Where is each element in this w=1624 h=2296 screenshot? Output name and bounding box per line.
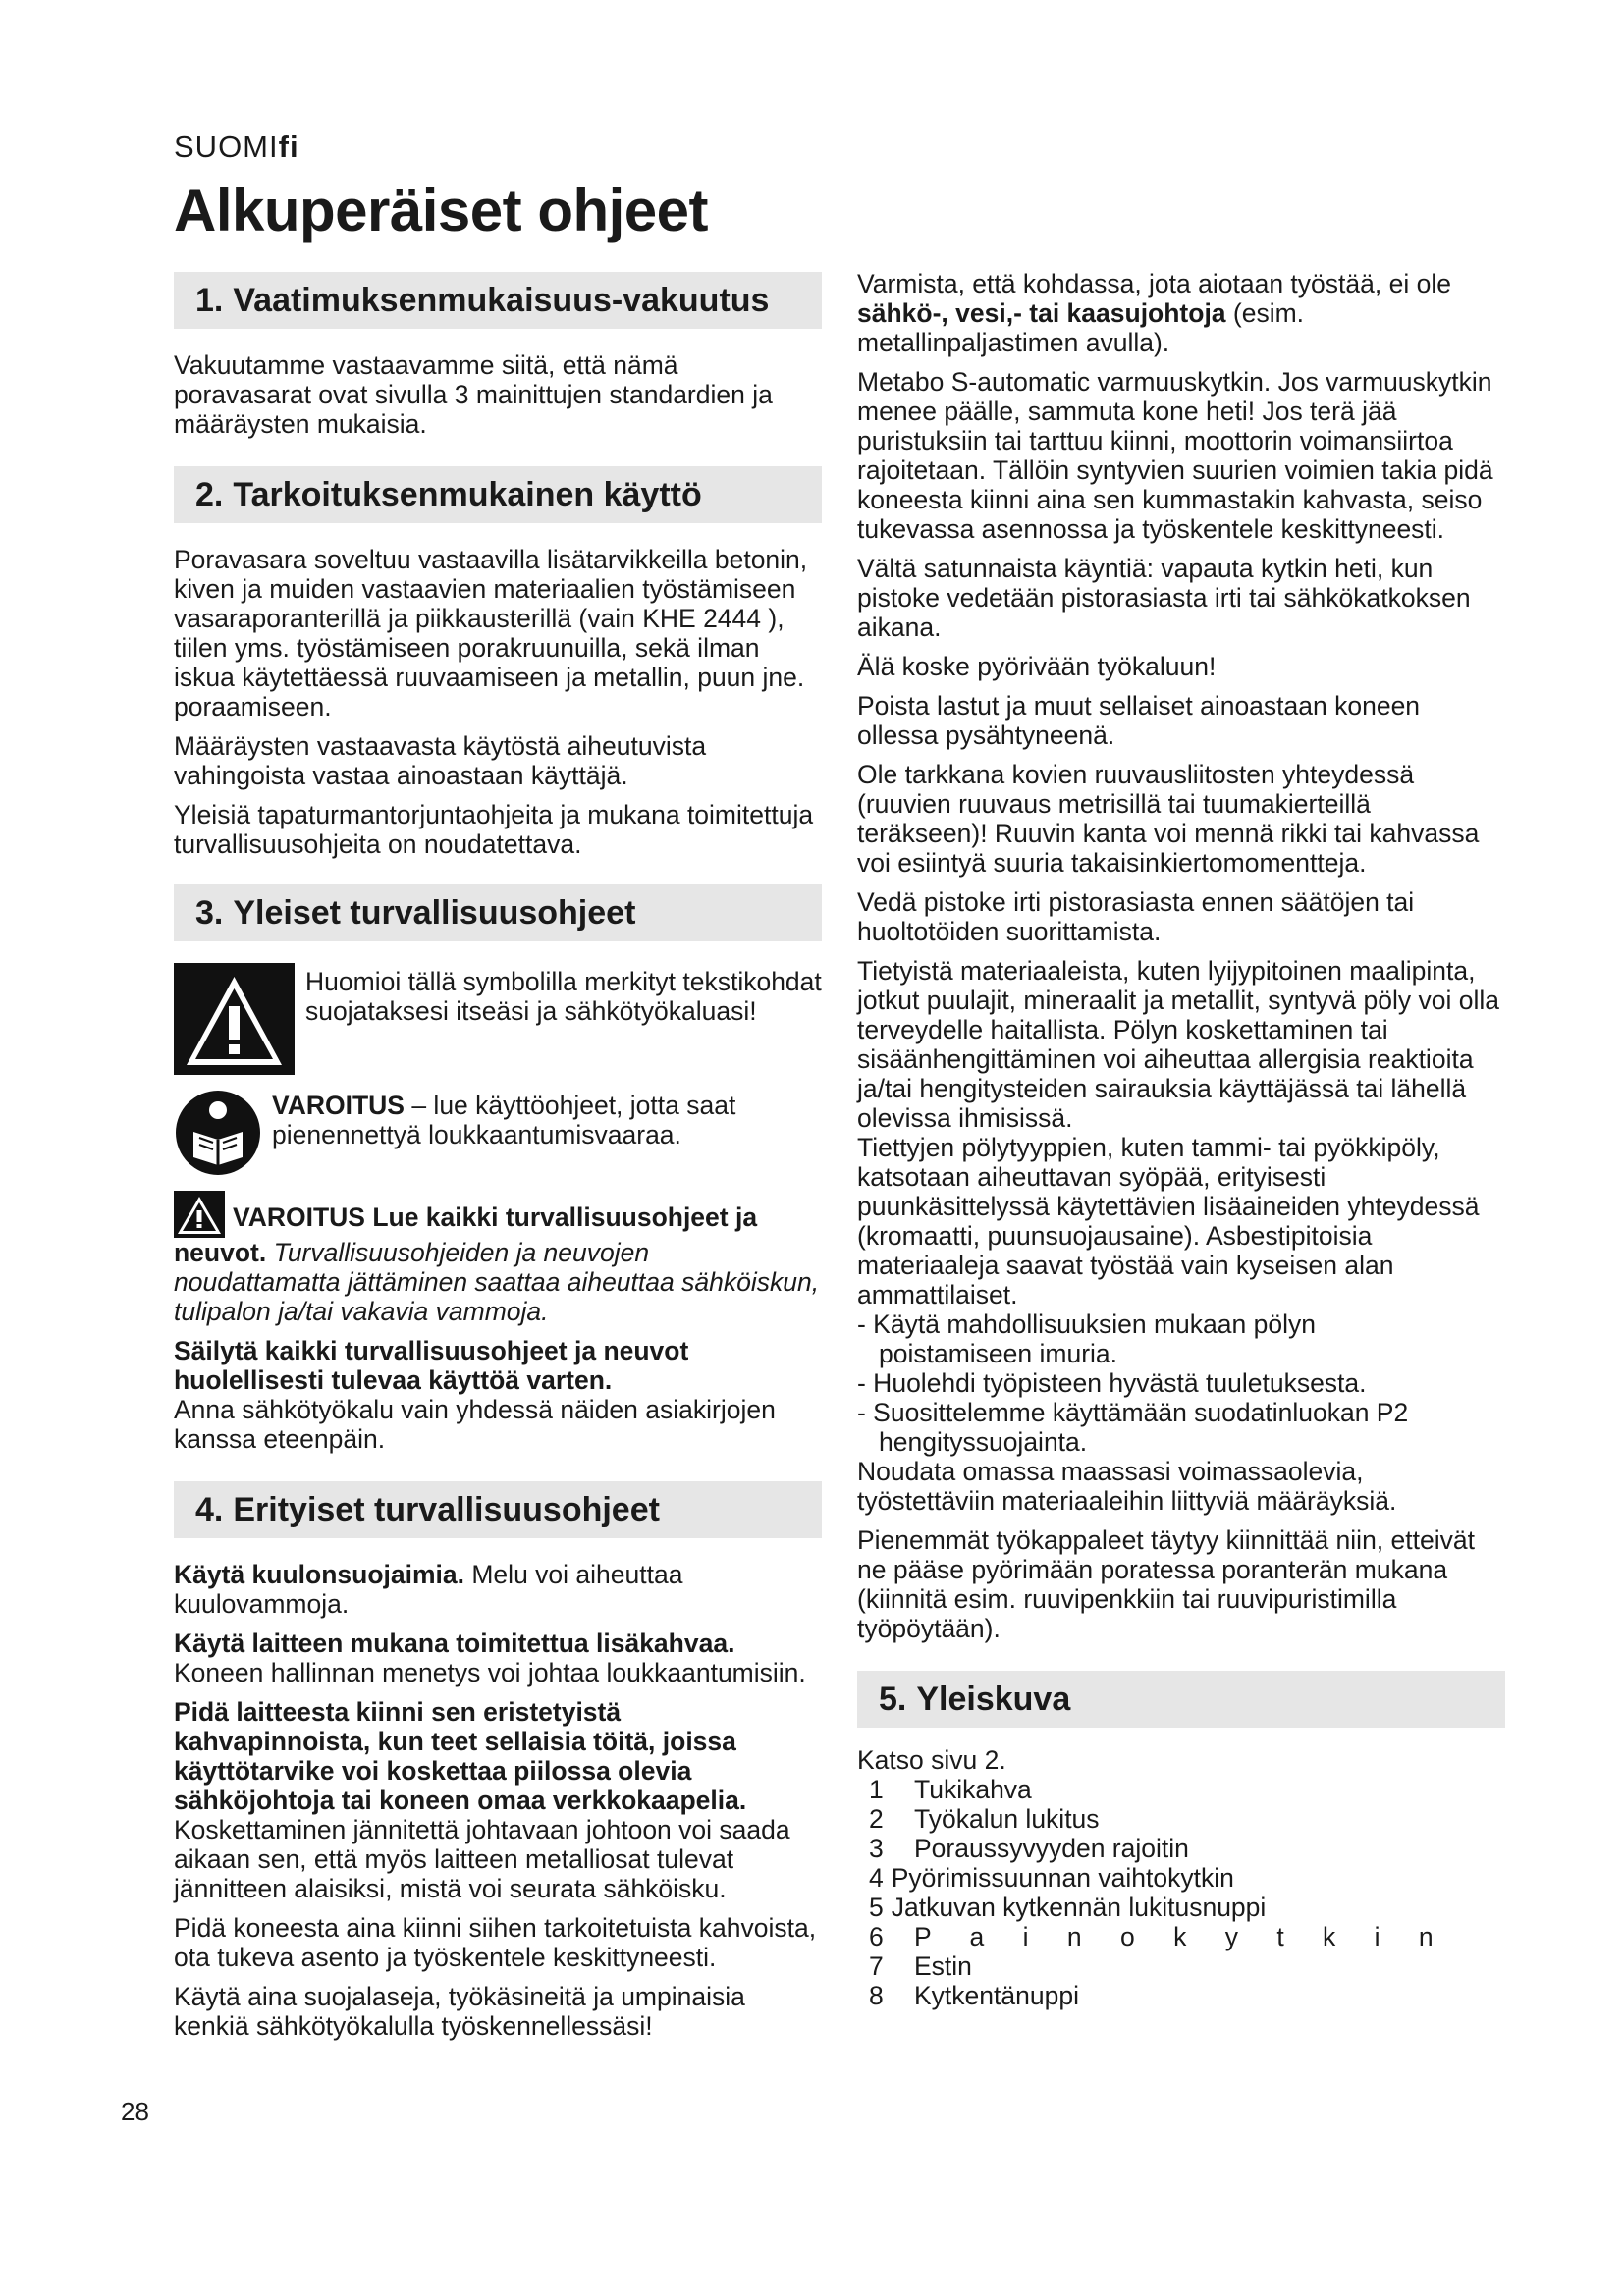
overview-intro: Katso sivu 2. bbox=[857, 1745, 1006, 1775]
section-title: Tarkoituksenmukainen käyttö bbox=[233, 476, 702, 513]
list-item: 4 Pyörimissuunnan vaihtokytkin bbox=[869, 1863, 1234, 1893]
section-title: Yleiset turvallisuusohjeet bbox=[233, 894, 636, 932]
paragraph: Poravasara soveltuu vastaavilla lisätarvikkeilla betonin, kiven ja muiden vastaavien materiaalien työstämiseen vasaraporanterillä ja piikkausterillä (vain KHE 2444 ), tiilen yms. työstämiseen porakruunuilla, sekä ilman iskua käytettäessä ruuvaamiseen ja metallin, puun jne. poraamiseen. bbox=[174, 545, 808, 721]
paragraph: Vältä satunnaista käyntiä: vapauta kytkin heti, kun pistoke vedetään pistorasiasta irti tai sähkökatkoksen aikana. bbox=[857, 554, 1471, 642]
read-manual-text: VAROITUS – lue käyttöohjeet, jotta saat pienennettyä loukkaantumisvaaraa. bbox=[272, 1091, 736, 1149]
dash-item: - Suosittelemme käyttämään suodatinluokan P2 bbox=[857, 1398, 1409, 1427]
paragraph: Yleisiä tapaturmantorjuntaohjeita ja mukana toimitettuja turvallisuusohjeita on noudatettava. bbox=[174, 800, 814, 859]
paragraph: Ole tarkkana kovien ruuvausliitosten yhteydessä (ruuvien ruuvaus metrisillä tai tuumakierteillä teräkseen)! Ruuvin kanta voi mennä rikki tai kahvassa voi esiintyä suuria takaisinkiertomomentteja. bbox=[857, 760, 1480, 878]
section-1-heading bbox=[174, 272, 822, 329]
paragraph: Käytä aina suojalaseja, työkäsineitä ja umpinaisia kenkiä sähkötyökalulla työskennellessäsi! bbox=[174, 1982, 745, 2041]
section-title: Vaatimuksenmukaisuus-vakuutus bbox=[233, 282, 770, 319]
overview-list bbox=[857, 1775, 1505, 2010]
paragraph: Käytä laitteen mukana toimitettua lisäkahvaa. Koneen hallinnan menetys voi johtaa loukkaantumisiin. bbox=[174, 1629, 806, 1687]
dash-item: - Käytä mahdollisuuksien mukaan pölyn bbox=[857, 1309, 1316, 1339]
section-2-heading bbox=[174, 466, 822, 523]
paragraph: Varmista, että kohdassa, jota aiotaan työstää, ei ole sähkö-, vesi,- tai kaasujohtoja (esim. metallinpaljastimen avulla). bbox=[857, 269, 1451, 357]
dash-item: - Huolehdi työpisteen hyvästä tuuletuksesta. bbox=[857, 1368, 1367, 1398]
section-4-heading bbox=[174, 1481, 822, 1538]
paragraph: Anna sähkötyökalu vain yhdessä näiden asiakirjojen kanssa eteenpäin. bbox=[174, 1395, 776, 1454]
list-item: 8 Kytkentänuppi bbox=[869, 1981, 1079, 2010]
symbol-note-text: Huomioi tällä symbolilla merkityt tekstikohdat suojataksesi itseäsi ja sähkötyökaluasi! bbox=[305, 967, 822, 1026]
paragraph: Poista lastut ja muut sellaiset ainoastaan koneen ollessa pysähtyneenä. bbox=[857, 691, 1421, 750]
paragraph: Noudata omassa maassasi voimassaolevia, työstettäviin materiaaleihin liittyviä määräyksiä. bbox=[857, 1457, 1397, 1516]
list-item: 6 P a i n o k y t k i n bbox=[869, 1922, 1434, 1951]
warning-triangle-icon bbox=[174, 963, 295, 1075]
section-3-heading bbox=[174, 884, 822, 941]
section-title: Yleiskuva bbox=[916, 1681, 1071, 1718]
list-item: 2 Työkalun lukitus bbox=[869, 1804, 1100, 1834]
paragraph: Pidä laitteesta kiinni sen eristetyistä kahvapinnoista, kun teet sellaisia töitä, joissa käyttötarvike voi koskettaa piilossa olevia sähköjohtoja tai koneen omaa verkkokaapelia. Koskettaminen jännitettä johtavaan johtoon voi saada aikaan sen, että myös laitteen metalliosat tulevat jännitteen alaisiksi, mistä voi seurata sähköisku. bbox=[174, 1697, 790, 1903]
section-5-heading bbox=[857, 1671, 1505, 1728]
language-label: SUOMIfi bbox=[174, 130, 299, 164]
section-number: 3. bbox=[195, 894, 224, 932]
paragraph: Vakuutamme vastaavamme siitä, että nämä poravasarat ovat sivulla 3 mainittujen standardien ja määräysten mukaisia. bbox=[174, 350, 773, 439]
paragraph: Pidä koneesta aina kiinni siihen tarkoitetuista kahvoista, ota tukeva asento ja työskentele keskittyneesti. bbox=[174, 1913, 817, 1972]
paragraph: Tietyistä materiaaleista, kuten lyijypitoinen maalipinta, jotkut puulajit, mineraalit ja metallit, syntyvä pöly voi olla terveydelle haitallista. Pölyn koskettaminen tai sisäänhengittäminen voi aiheuttaa allergisia reaktioita ja/tai hengitysteiden sairauksia käyttäjässä tai lähellä olevissa ihmisissä. bbox=[857, 956, 1499, 1133]
section-number: 4. bbox=[195, 1491, 224, 1528]
page-title: Alkuperäiset ohjeet bbox=[174, 178, 709, 243]
list-item: 3 Poraussyvyyden rajoitin bbox=[869, 1834, 1189, 1863]
dash-item-cont: hengityssuojainta. bbox=[879, 1427, 1088, 1457]
right-column bbox=[857, 269, 1505, 2010]
section-number: 5. bbox=[879, 1681, 907, 1718]
paragraph: Pienemmät työkappaleet täytyy kiinnittää niin, etteivät ne pääse pyörimään poratessa poranterän mukana (kiinnitä esim. ruuvipenkkiin tai ruuvipuristimilla työpöytään). bbox=[857, 1525, 1475, 1643]
paragraph: Tiettyjen pölytyyppien, kuten tammi- tai pyökkipöly, katsotaan aiheuttavan syöpää, erityisesti puunkäsittelyssä käytettävien lisäaineiden yhteydessä (kromaatti, puunsuojausaine). Asbestipitoisia materiaaleja saavat työstää vain kyseisen alan ammattilaiset. bbox=[857, 1133, 1480, 1309]
paragraph: Vedä pistoke irti pistorasiasta ennen säätöjen tai huoltotöiden suorittamista. bbox=[857, 887, 1415, 946]
read-manual-icon bbox=[174, 1089, 262, 1177]
paragraph: Metabo S-automatic varmuuskytkin. Jos varmuuskytkin menee päälle, sammuta kone heti! Jos terä jää puristuksiin tai tarttuu kiinni, moottorin voimansiirtoa rajoitetaan. Tällöin syntyvien suurien voimien takia pidä koneesta kiinni aina sen kummastakin kahvasta, seiso tukevassa asennossa ja työskentele keskittyneesti. bbox=[857, 367, 1493, 544]
paragraph: Käytä kuulonsuojaimia. Melu voi aiheuttaa kuulovammoja. bbox=[174, 1560, 683, 1619]
page-number: 28 bbox=[121, 2097, 149, 2126]
section-number: 2. bbox=[195, 476, 224, 513]
warning-symbol-note bbox=[174, 963, 822, 1075]
section-number: 1. bbox=[195, 282, 224, 319]
list-item: 1 Tukikahva bbox=[869, 1775, 1032, 1804]
paragraph: Älä koske pyörivään työkaluun! bbox=[857, 652, 1217, 681]
paragraph: Määräysten vastaavasta käytöstä aiheutuvista vahingoista vastaa ainoastaan käyttäjä. bbox=[174, 731, 707, 790]
left-column bbox=[174, 272, 822, 2051]
section-title: Erityiset turvallisuusohjeet bbox=[233, 1491, 660, 1528]
list-item: 7 Estin bbox=[869, 1951, 972, 1981]
keep-instructions: Säilytä kaikki turvallisuusohjeet ja neuvot huolellisesti tulevaa käyttöä varten. bbox=[174, 1336, 689, 1395]
read-manual-warning bbox=[174, 1089, 822, 1177]
dash-item-cont: poistamiseen imuria. bbox=[879, 1339, 1118, 1368]
general-warning: VAROITUS Lue kaikki turvallisuusohjeet ja neuvot. Turvallisuusohjeiden ja neuvojen noudattamatta jättäminen saattaa aiheuttaa sähköiskun, tulipalon ja/tai vakavia vammoja. bbox=[174, 1191, 822, 1326]
warning-triangle-icon bbox=[174, 1191, 225, 1238]
list-item: 5 Jatkuvan kytkennän lukitusnuppi bbox=[869, 1893, 1267, 1922]
